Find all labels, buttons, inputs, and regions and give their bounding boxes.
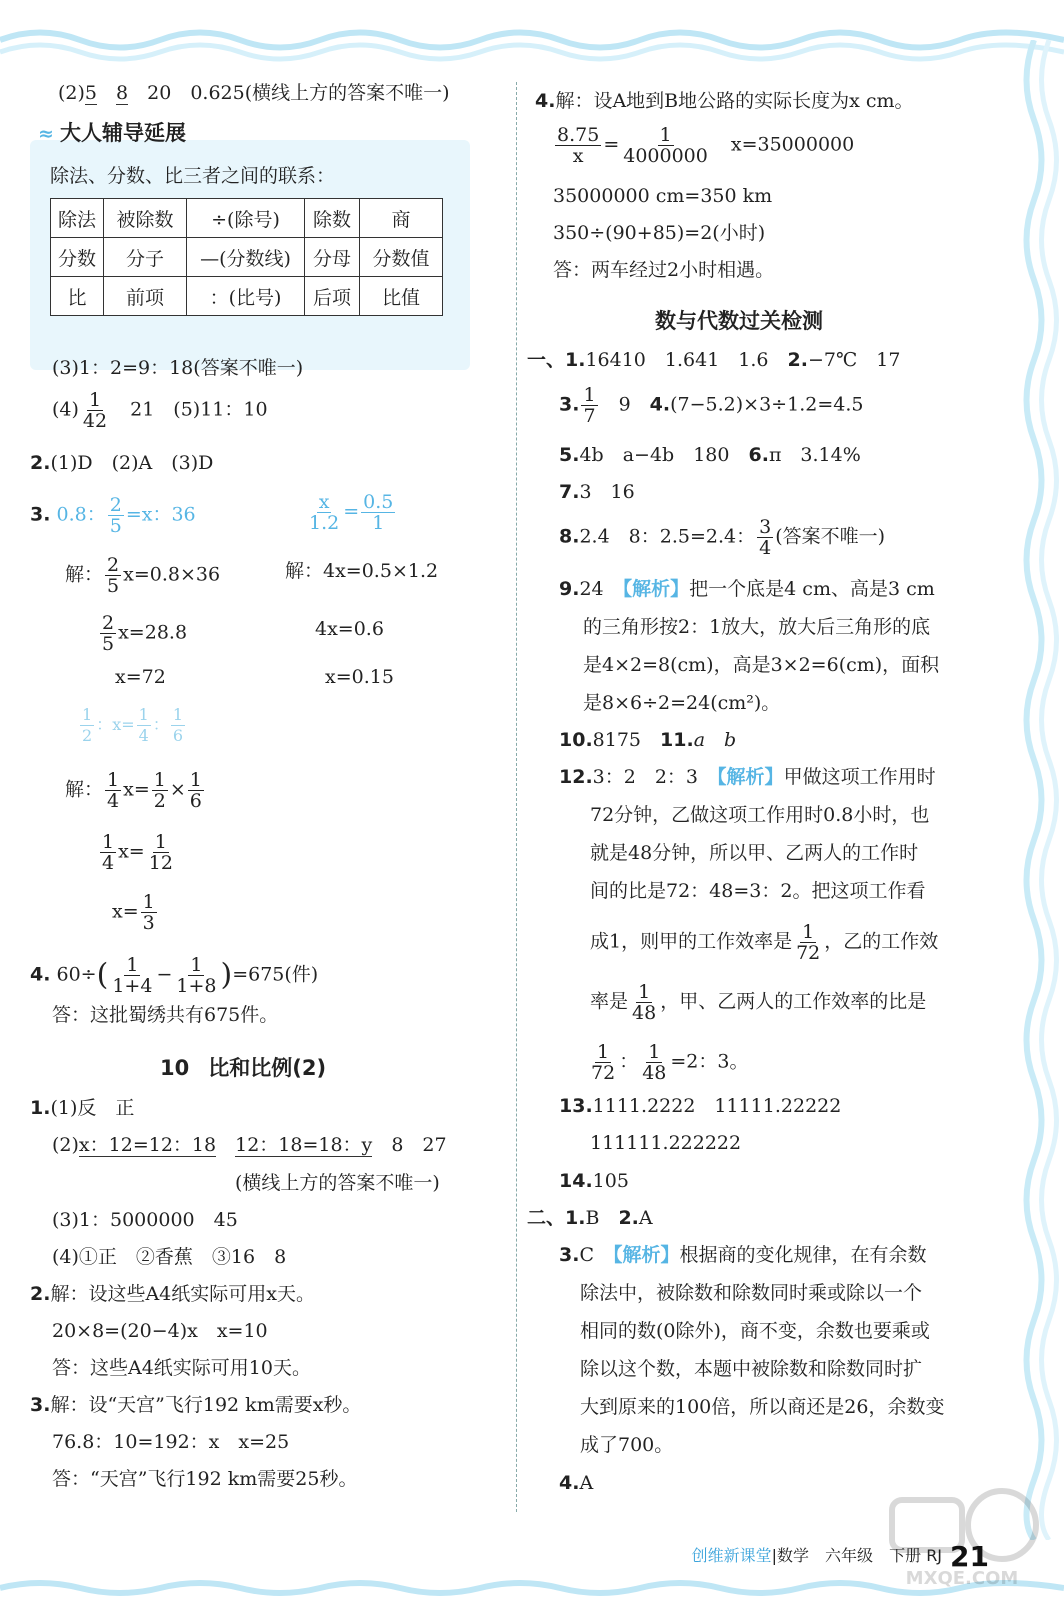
explanation-line: 是8×6÷2=24(cm²)。 (583, 692, 781, 714)
explanation-line: 除以这个数，本题中被除数和除数同时扩 (580, 1358, 923, 1380)
answer-line: 3.解：设“天宫”飞行192 km需要x秒。 (30, 1394, 362, 1416)
relation-row (51, 238, 443, 277)
relation-cell: 比 (51, 277, 104, 316)
answer-line: 3. 0.8： $\frac{2}{5}$ =x：36 (30, 494, 196, 537)
answer-line: 答：两车经过2小时相遇。 (553, 259, 775, 281)
answer-line: 4.解：设A地到B地公路的实际长度为x cm。 (535, 90, 914, 112)
wave-icon: ≈ (38, 123, 54, 145)
answer-line: 二、1.B 2.A (527, 1207, 653, 1229)
relation-cell: 除法 (51, 199, 104, 238)
answer-line: 12.3：2 2：3 【解析】甲做这项工作用时 (559, 766, 936, 788)
explanation-line: 除法中，被除数和除数同时乘或除以一个 (580, 1282, 923, 1304)
answer-line: 10.8175 11.a b (559, 729, 737, 751)
answer-line: 13.1111.2222 11111.22222 (559, 1095, 842, 1117)
answer-line: 20×8=(20−4)x x=10 (52, 1320, 268, 1342)
explanation-line: $\frac{1}{72}$ ： $\frac{1}{48}$ =2：3。 (591, 1041, 749, 1084)
relation-cell: 被除数 (104, 199, 187, 238)
answer-line: (4) $\frac{1}{42}$ 21 (5)11：10 (52, 389, 268, 432)
relation-cell: 分数值 (360, 238, 443, 277)
answer-line: 4. 60÷( $\frac{1}{1+4}$ − $\frac{1}{1+8}$ )=675(件) (30, 954, 319, 997)
relation-cell: 分数 (51, 238, 104, 277)
right-wave-decoration (994, 40, 1064, 1540)
watermark-logo (882, 1480, 1042, 1590)
answer-note: (横线上方的答案不唯一) (235, 1172, 440, 1194)
answer-line: 8.2.4 8：2.5=2.4： $\frac{3}{4}$ (答案不唯一) (559, 516, 886, 559)
explanation-line: 就是48分钟，所以甲、乙两人的工作时 (590, 842, 919, 864)
relation-cell: 商 (360, 199, 443, 238)
relation-row (51, 199, 443, 238)
explanation-line: 的三角形按2：1放大，放大后三角形的底 (583, 616, 931, 638)
answer-line: (3)1：5000000 45 (52, 1209, 238, 1231)
answer-line: 14.105 (559, 1170, 629, 1192)
equation: $\frac{8.75}{x}$ = $\frac{1}{4000000}$ x=35000000 (557, 124, 855, 167)
solution-step: $\frac{2}{5}$ x=28.8 (102, 612, 188, 655)
relation-row (51, 277, 443, 316)
relation-cell: 后项 (305, 277, 360, 316)
tip-intro: 除法、分数、比三者之间的联系： (50, 165, 336, 187)
section-heading: 10 比和比例(2) (160, 1056, 327, 1080)
solution-step: 解： $\frac{1}{4}$ x= $\frac{1}{2}$ × $\frac{1}{6}$ (65, 769, 202, 812)
equation: $\frac{x}{1.2}$ = $\frac{0.5}{1}$ (309, 491, 394, 534)
column-divider (516, 82, 517, 1512)
relation-cell: 分母 (305, 238, 360, 277)
relation-cell: ÷(除号) (187, 199, 305, 238)
answer-line: 111111.222222 (590, 1132, 742, 1154)
relation-cell: 分子 (104, 238, 187, 277)
explanation-line: 大到原来的100倍，所以商还是26，余数变 (580, 1396, 945, 1418)
brand-name: 创维新课堂 (691, 1546, 772, 1565)
relation-cell: 除数 (305, 199, 360, 238)
relation-cell: ：(比号) (187, 277, 305, 316)
answer-line: 1.(1)反 正 (30, 1097, 135, 1119)
explanation-line: 72分钟，乙做这项工作用时0.8小时，也 (590, 804, 930, 826)
solution-step: x=0.15 (325, 666, 394, 688)
relation-cell: 比值 (360, 277, 443, 316)
page-footer: 创维新课堂|数学 六年级 下册 RJ 21 (691, 1540, 989, 1573)
solution-step: x= $\frac{1}{3}$ (112, 891, 155, 934)
explanation-line: 间的比是72：48=3：2。把这项工作看 (590, 880, 926, 902)
answer-line: 7.3 16 (559, 481, 635, 503)
explanation-line: 成了700。 (580, 1434, 674, 1456)
explanation-line: 率是 $\frac{1}{48}$ ，甲、乙两人的工作效率的比是 (590, 981, 927, 1024)
explanation-line: 成1，则甲的工作效率是 $\frac{1}{72}$ ，乙的工作效 (590, 921, 939, 964)
answer-line: 2.解：设这些A4纸实际可用x天。 (30, 1283, 315, 1305)
answer-line: (3)1：2=9：18(答案不唯一) (52, 357, 304, 379)
answer-line: 5.4b a−4b 180 6.π 3.14% (559, 444, 861, 466)
answer-line: 答：这些A4纸实际可用10天。 (52, 1357, 311, 1379)
solution-step: 解：4x=0.5×1.2 (285, 560, 439, 582)
solution-step: 4x=0.6 (315, 618, 384, 640)
answer-line: 76.8：10=192：x x=25 (52, 1431, 290, 1453)
answer-line: 3.C 【解析】根据商的变化规律，在有余数 (559, 1244, 927, 1266)
explanation-line: 相同的数(0除外)，商不变，余数也要乘或 (580, 1320, 930, 1342)
relation-table (50, 198, 443, 316)
solution-step: 解： $\frac{2}{5}$ x=0.8×36 (65, 554, 221, 597)
answer-line: 答：“天宫”飞行192 km需要25秒。 (52, 1468, 358, 1490)
relation-cell: —(分数线) (187, 238, 305, 277)
answer-line: 答：这批蜀绣共有675件。 (52, 1004, 279, 1026)
tip-title: ≈ 大人辅导延展 (38, 121, 186, 145)
answer-line: 2.(1)D (2)A (3)D (30, 452, 214, 474)
solution-step: x=72 (115, 666, 166, 688)
answer-line: 一、1.16410 1.641 1.6 2.−7℃ 17 (527, 349, 901, 371)
page-number: 21 (950, 1540, 989, 1573)
watermark-text: MXQE.COM (905, 1568, 1019, 1589)
answer-line: (4)①正 ②香蕉 ③16 8 (52, 1246, 287, 1268)
answer-line: 3. $\frac{1}{7}$ 9 4.(7−5.2)×3÷1.2=4.5 (559, 384, 864, 427)
relation-cell: 前项 (104, 277, 187, 316)
explanation-line: 是4×2=8(cm)，高是3×2=6(cm)，面积 (583, 654, 940, 676)
answer-line: (2)5 8 20 0.625(横线上方的答案不唯一) (58, 82, 450, 104)
solution-step: $\frac{1}{4}$ x= $\frac{1}{12}$ (102, 831, 173, 874)
equation: $\frac{1}{2}$ ：x= $\frac{1}{4}$ ： $\frac{1}{6}$ (82, 705, 184, 745)
answer-line: 350÷(90+85)=2(小时) (553, 222, 766, 244)
answer-line: 9.24 【解析】把一个底是4 cm、高是3 cm (559, 578, 935, 600)
answer-line: 4.A (559, 1472, 594, 1494)
section-heading: 数与代数过关检测 (655, 309, 823, 333)
answer-line: (2)x：12=12：18 12：18=18：y 8 27 (52, 1134, 447, 1156)
answer-line: 35000000 cm=350 km (553, 185, 773, 207)
top-wave-decoration (0, 0, 1064, 70)
